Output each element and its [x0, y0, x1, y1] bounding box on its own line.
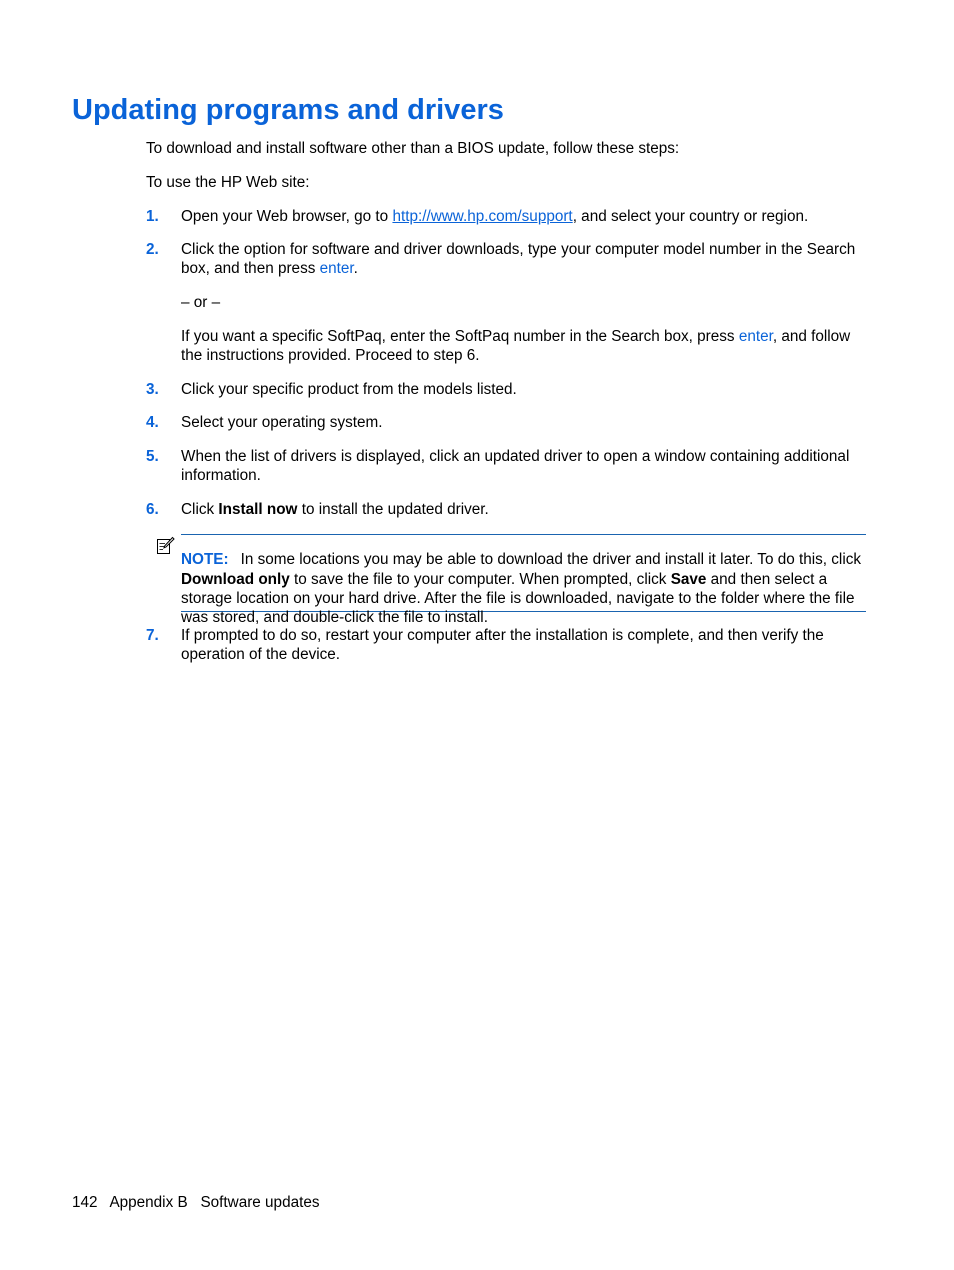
intro-text: To download and install software other than a BIOS update, follow these steps: [146, 140, 680, 157]
enter-key: enter [319, 260, 354, 277]
note-label: NOTE: [181, 551, 229, 569]
step-7-text: If prompted to do so, restart your computer after the installation is complete, and then verify the operation of the device. [181, 627, 824, 663]
step-1-text: Open your Web browser, go to http://www.hp.com/support, and select your country or region. [181, 208, 809, 225]
note-box [181, 534, 866, 627]
step-number: 2. [146, 241, 159, 258]
enter-key: enter [738, 328, 773, 345]
page-footer [72, 1193, 320, 1212]
step-number: 7. [146, 627, 159, 644]
step-2-alt-text: If you want a specific SoftPaq, enter the SoftPaq number in the Search box, press enter, and follow the instructions provided. Proceed to step 6. [181, 328, 851, 364]
page-title: Updating programs and drivers [72, 94, 504, 126]
step-3-text: Click your specific product from the models listed. [181, 381, 517, 398]
hp-support-link[interactable]: http://www.hp.com/support [392, 208, 573, 225]
footer-chapter: Appendix B [109, 1194, 188, 1211]
step-4-text: Select your operating system. [181, 414, 383, 431]
step-number: 4. [146, 414, 159, 431]
step-2-text: Click the option for software and driver downloads, type your computer model number in the Search box, and then press enter. [181, 241, 856, 277]
install-now-label: Install now [218, 501, 298, 518]
note-pencil-icon [156, 536, 175, 555]
footer-section: Software updates [200, 1194, 320, 1211]
page-number: 142 [72, 1194, 98, 1211]
or-separator: – or – [181, 294, 221, 311]
step-5-text: When the list of drivers is displayed, click an updated driver to open a window containing additional information. [181, 448, 850, 484]
step-number: 5. [146, 448, 159, 465]
subintro-text: To use the HP Web site: [146, 174, 310, 191]
step-number: 1. [146, 208, 159, 225]
step-number: 6. [146, 501, 159, 518]
note-text: NOTE: In some locations you may be able to download the driver and install it later. To do this, click Download only to save the file to your computer. When prompted, click Save and then select a storage location on your hard drive. After the file is downloaded, navigate to the folder where the file was stored, and double-click the file to install. [181, 551, 862, 627]
step-6-text: Click Install now to install the updated driver. [181, 501, 489, 518]
step-number: 3. [146, 381, 159, 398]
